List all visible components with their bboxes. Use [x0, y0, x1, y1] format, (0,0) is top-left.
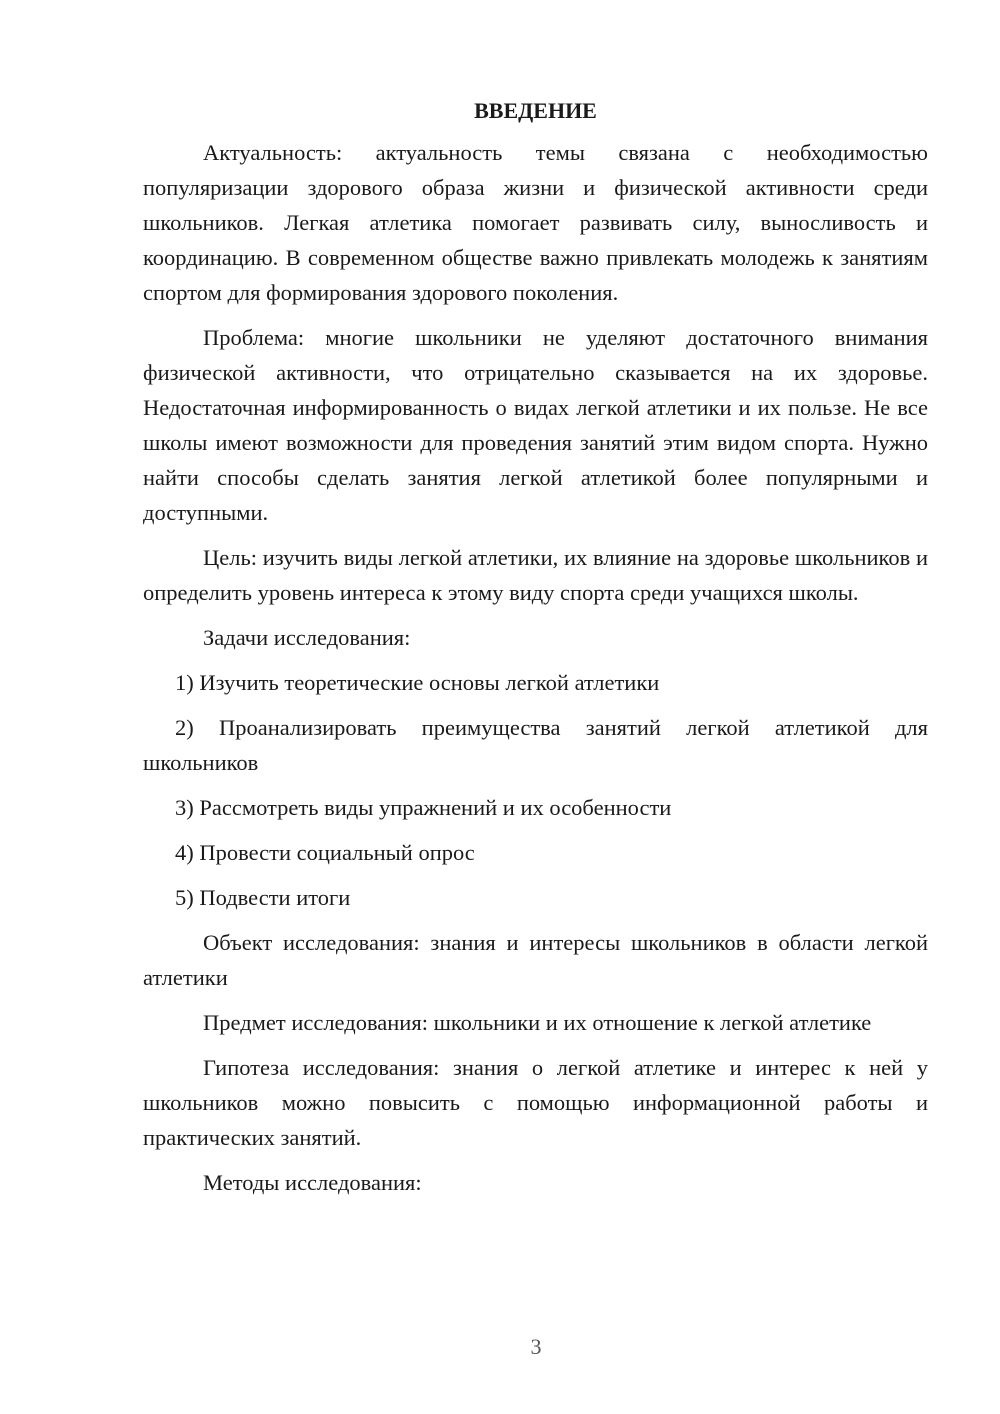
paragraph-goal: Цель: изучить виды легкой атлетики, их влияние на здоровье школьников и определить уровень интереса к этому виду спорта среди учащихся школы. — [143, 545, 928, 605]
paragraph-methods: Методы исследования: — [203, 1170, 422, 1195]
paragraph-hypothesis: Гипотеза исследования: знания о легкой атлетике и интерес к ней у школьников можно повысить с помощью информационной работы и практических занятий. — [143, 1055, 928, 1150]
task-item: 2) Проанализировать преимущества занятий легкой атлетикой для школьников — [143, 715, 928, 775]
task-item: 4) Провести социальный опрос — [175, 840, 475, 865]
page-number: 3 — [530, 1334, 542, 1359]
paragraph-relevance: Актуальность: актуальность темы связана с необходимостью популяризации здорового образа жизни и физической активности среди школьников. Легкая атлетика помогает развивать силу, выносливость и координацию. В современном обществе важно привлекать молодежь к занятиям спортом для формирования здорового поколения. — [143, 140, 928, 305]
section-heading: ВВЕДЕНИЕ — [474, 98, 597, 123]
paragraph-problem: Проблема: многие школьники не уделяют достаточного внимания физической активности, что отрицательно сказывается на их здоровье. Недостаточная информированность о видах легкой атлетики и их пользе. Не все школы имеют возможности для проведения занятий этим видом спорта. Нужно найти способы сделать занятия легкой атлетикой более популярными и доступными. — [143, 325, 928, 525]
page-content — [143, 93, 928, 1210]
paragraph-subject: Предмет исследования: школьники и их отношение к легкой атлетике — [203, 1010, 872, 1035]
task-item: 5) Подвести итоги — [175, 885, 351, 910]
paragraph-object: Объект исследования: знания и интересы школьников в области легкой атлетики — [143, 930, 928, 990]
task-item: 3) Рассмотреть виды упражнений и их особенности — [175, 795, 672, 820]
tasks-heading: Задачи исследования: — [203, 625, 411, 650]
task-item: 1) Изучить теоретические основы легкой атлетики — [175, 670, 660, 695]
